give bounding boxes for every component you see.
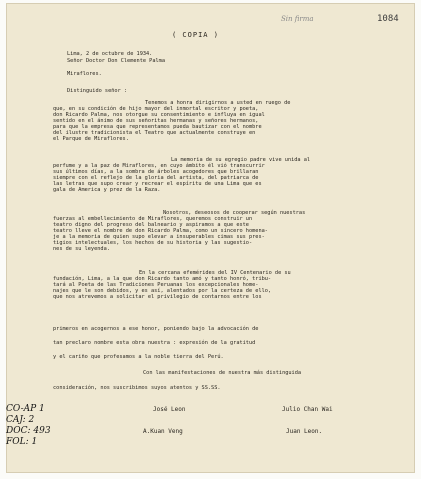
- text-line: tan preclaro nombre esta obra nuestra : expresión de la gratitud: [53, 340, 256, 346]
- text-line: siempre con el reflejo de la gloria del artista, del patriarca de: [53, 175, 259, 181]
- text-line: najes que le son debidos, y es así, alentados por la certeza de ello,: [53, 288, 272, 294]
- date-line: Lima, 2 de octubre de 1934.: [67, 51, 153, 57]
- paragraph-2: [53, 157, 403, 193]
- text-line: Con las manifestaciones de nuestra más distinguida: [143, 370, 302, 376]
- text-line: que nos atrevemos a solicitar el privilegio de contarnos entre los: [53, 294, 262, 300]
- archive-note-line: DOC: 493: [6, 426, 51, 436]
- text-line: consideración, nos suscribimos suyos atentos y SS.SS.: [53, 385, 221, 391]
- text-line: para que la empresa que representamos pueda bautizar con el nombre: [53, 124, 262, 130]
- archive-note-line: FOL: 1: [6, 437, 38, 447]
- signature-julio-chan-wai: Julio Chan Wai: [282, 406, 333, 413]
- archive-note: [6, 404, 51, 448]
- text-line: que, en su condición de hijo mayor del inmortal escritor y poeta,: [53, 106, 259, 112]
- document-number: 1084: [377, 14, 399, 24]
- signature-a-kuan-veng: A.Kuan Veng: [143, 428, 183, 435]
- text-line: primeros en acogernos a ese honor, poniendo bajo la advocación de: [53, 326, 259, 332]
- salutation: Distinguido señor :: [67, 88, 128, 94]
- paragraph-3: [53, 210, 403, 252]
- document-header: ( COPIA ): [172, 31, 219, 39]
- text-line: En la cercana efemérides del IV Centenario de su: [139, 270, 291, 276]
- paragraph-4: [53, 270, 403, 300]
- signature-juan-leon: Juan Leon.: [286, 428, 323, 435]
- text-line: el Parque de Miraflores.: [53, 136, 129, 142]
- addressee-line-2: Miraflores.: [67, 71, 102, 77]
- paragraph-1: [53, 100, 403, 142]
- text-line: tará al Poeta de las Tradiciones Peruanas los excepcionales home-: [53, 282, 259, 288]
- text-line: fuerzas al embellecimiento de Miraflores, queremos construir un: [53, 216, 253, 222]
- text-line: je a la memoria de quien supo elevar a insuperables cimas sus pres-: [53, 234, 265, 240]
- text-line: del ilustre tradicionista el Teatro que actualmente construye en: [53, 130, 256, 136]
- archive-note-line: CAJ: 2: [6, 415, 35, 425]
- text-line: sus últimos días, a la sombra de árboles acogedores que brillaran: [53, 169, 259, 175]
- text-line: Nosotros, deseosos de cooperar según nuestras: [163, 210, 306, 216]
- text-line: y el cariño que profesamos a la noble tierra del Perú.: [53, 354, 224, 360]
- text-line: don Ricardo Palma, nos otorgue su consentimiento e influya en igual: [53, 112, 265, 118]
- archive-note-line: CO-AP 1: [6, 404, 45, 414]
- closing-paragraph: [53, 366, 403, 396]
- text-line: teatro digno del progreso del balneario y aspiramos a que este: [53, 222, 249, 228]
- paragraph-5: [53, 322, 403, 364]
- signature-jose-leon: José Leon: [153, 406, 186, 413]
- text-line: teatro lleve el nombre de don Ricardo Palma, como un sincero homena-: [53, 228, 268, 234]
- text-line: gala de America y prez de la Raza.: [53, 187, 161, 193]
- text-line: Tenemos a honra dirigirnos a usted en ruego de: [145, 100, 291, 106]
- document-page: [6, 3, 415, 473]
- handwritten-note: Sin firma: [281, 15, 314, 23]
- text-line: perfume y a la paz de Miraflores, en cuyo ámbito él vió transcurrir: [53, 163, 265, 169]
- text-line: tigios intelectuales, los hechos de su historia y las sugestio-: [53, 240, 253, 246]
- text-line: La memoria de su egregio padre vive unida al: [171, 157, 311, 163]
- text-line: sentido en el ánimo de sus señoritas hermanas y señores hermanos,: [53, 118, 259, 124]
- text-line: fundación, Lima, a la que don Ricardo tanto amó y tanto honró, tribu-: [53, 276, 272, 282]
- text-line: nes de su leyenda.: [53, 246, 110, 252]
- addressee-line-1: Señor Doctor Don Clemente Palma: [67, 58, 165, 64]
- text-line: las letras que supo crear y recrear el espíritu de una Lima que es: [53, 181, 262, 187]
